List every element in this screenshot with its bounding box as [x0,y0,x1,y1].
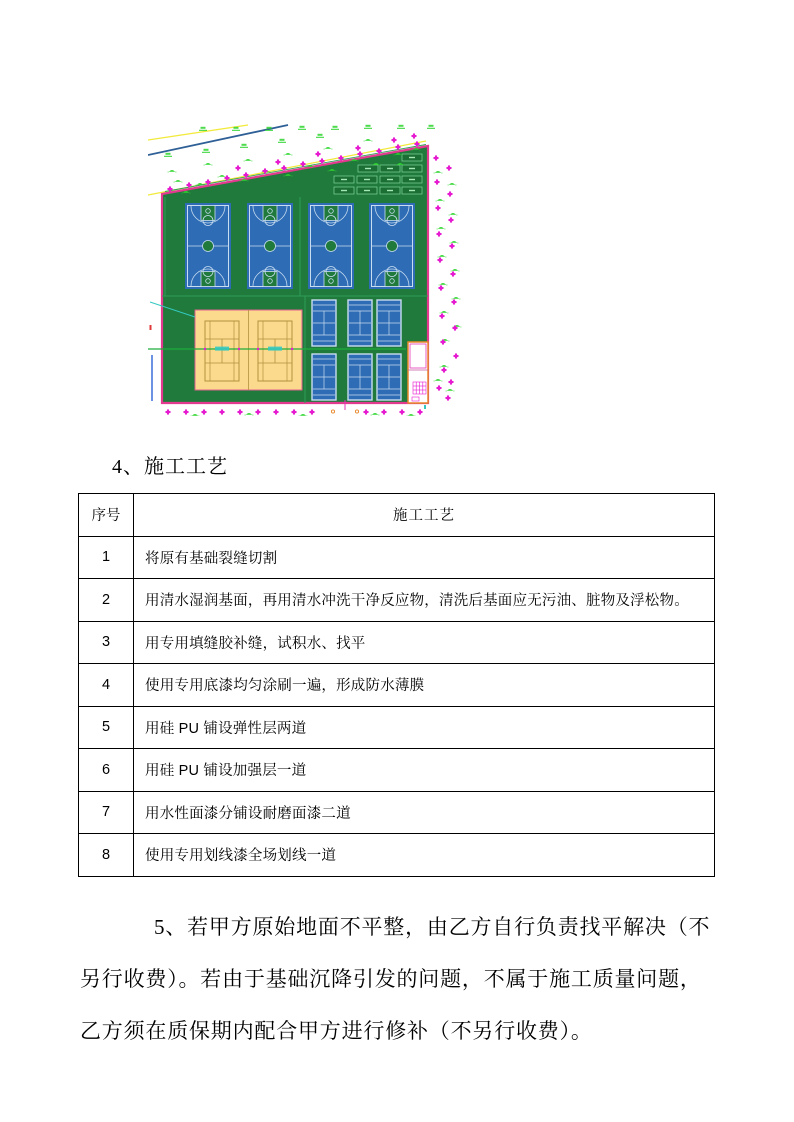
table-row [79,579,715,622]
row-number-cell: 7 [79,791,134,834]
row-number-cell: 3 [79,621,134,664]
table-row [79,791,715,834]
paragraph-line: 5、若甲方原始地面不平整，由乙方自行负责找平解决（不 [154,915,711,939]
row-number-cell: 2 [79,579,134,622]
row-process-cell: 使用专用底漆均匀涂刷一遍，形成防水薄膜 [134,664,715,707]
row-process-cell: 使用专用划线漆全场划线一道 [134,834,715,877]
closing-paragraph [80,901,760,1057]
paragraph-line: 乙方须在质保期内配合甲方进行修补（不另行收费）。 [80,1019,593,1043]
process-table-body [79,536,715,876]
table-row [79,536,715,579]
row-number-cell: 1 [79,536,134,579]
row-process-cell: 将原有基础裂缝切割 [134,536,715,579]
section-heading: 4、施工工艺 [112,456,228,478]
row-process-cell: 用专用填缝胶补缝，试积水、找平 [134,621,715,664]
table-row [79,706,715,749]
table-header-row [79,494,715,537]
paragraph-line: 另行收费）。若由于基础沉降引发的问题，不属于施工质量问题， [80,967,702,991]
row-number-cell: 5 [79,706,134,749]
process-table [78,493,715,877]
tennis-area [195,310,302,390]
row-process-cell: 用硅 PU 铺设加强层一道 [134,749,715,792]
site-plan-figure [148,124,464,416]
col-header-process: 施工工艺 [134,494,715,537]
row-number-cell: 8 [79,834,134,877]
table-row [79,621,715,664]
row-process-cell: 用水性面漆分铺设耐磨面漆二道 [134,791,715,834]
table-row [79,749,715,792]
table-row [79,834,715,877]
service-building [408,342,428,403]
row-process-cell: 用清水湿润基面，再用清水冲洗干净反应物，清洗后基面应无污油、脏物及浮松物。 [134,579,715,622]
col-header-number: 序号 [79,494,134,537]
row-number-cell: 6 [79,749,134,792]
table-row [79,664,715,707]
row-process-cell: 用硅 PU 铺设弹性层两道 [134,706,715,749]
row-number-cell: 4 [79,664,134,707]
